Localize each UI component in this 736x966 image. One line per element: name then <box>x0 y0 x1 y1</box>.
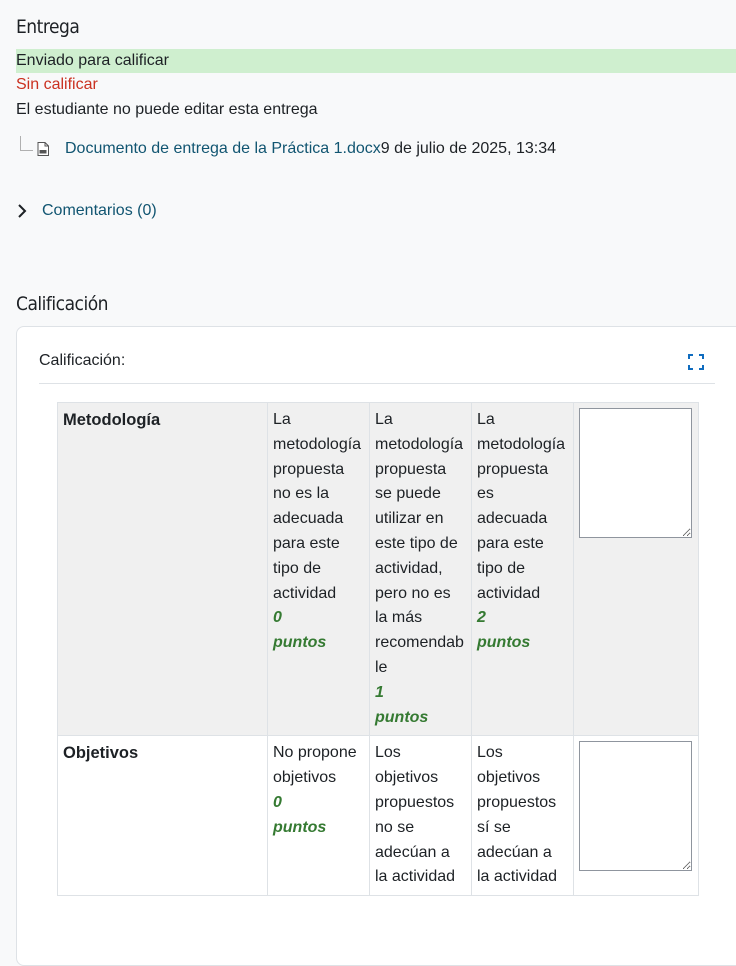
level-score: 0 <box>273 793 282 811</box>
rubric-level[interactable] <box>268 736 370 896</box>
criterion-name: Objetivos <box>58 736 268 896</box>
remark-cell <box>574 403 699 736</box>
level-description: No propone objetivos <box>273 744 357 787</box>
level-score: 1 <box>375 683 384 701</box>
tree-branch-icon <box>20 136 33 151</box>
rubric-criterion-row <box>58 403 699 736</box>
grading-status: Sin calificar <box>16 76 98 93</box>
rubric-level[interactable] <box>472 736 574 896</box>
grading-heading: Calificación <box>16 293 108 315</box>
level-unit: puntos <box>273 634 327 652</box>
comments-toggle[interactable] <box>16 202 157 220</box>
grading-card <box>16 326 736 966</box>
document-icon <box>37 142 49 156</box>
level-score: 2 <box>477 609 486 627</box>
level-description: La metodología propuesta no es la adecuada para este tipo de actividad <box>273 411 362 602</box>
submission-status: Enviado para calificar <box>16 49 736 73</box>
comments-link[interactable]: Comentarios (0) <box>42 202 157 219</box>
rubric-level[interactable] <box>472 403 574 736</box>
submitted-file-row <box>20 140 556 158</box>
rubric-level[interactable] <box>370 736 472 896</box>
criterion-remark-input[interactable] <box>579 408 692 538</box>
submission-file-link[interactable]: Documento de entrega de la Práctica 1.docx <box>65 140 381 157</box>
remark-cell <box>574 736 699 896</box>
level-unit: puntos <box>477 634 531 652</box>
rubric-level[interactable] <box>268 403 370 736</box>
level-score: 0 <box>273 609 282 627</box>
rubric-criterion-row <box>58 736 699 896</box>
grade-label: Calificación: <box>39 352 126 369</box>
level-description: Los objetivos propuestos sí se adecúan a la actividad <box>477 744 558 886</box>
edit-lock-status: El estudiante no puede editar esta entrega <box>16 101 318 118</box>
card-divider <box>39 383 715 384</box>
criterion-name: Metodología <box>58 403 268 736</box>
rubric-level[interactable] <box>370 403 472 736</box>
submission-file-date: 9 de julio de 2025, 13:34 <box>380 140 557 157</box>
level-description: La metodología propuesta es adecuada para este tipo de actividad <box>477 411 566 602</box>
submission-heading: Entrega <box>16 16 80 38</box>
fullscreen-icon[interactable] <box>688 354 704 370</box>
chevron-right-icon[interactable] <box>16 203 28 219</box>
level-description: Los objetivos propuestos no se adecúan a la actividad <box>375 744 456 886</box>
level-unit: puntos <box>273 818 327 836</box>
rubric-table <box>57 402 699 896</box>
level-description: La metodología propuesta se puede utilizar en este tipo de actividad, pero no es la más recomendable <box>375 411 464 676</box>
criterion-remark-input[interactable] <box>579 741 692 871</box>
level-unit: puntos <box>375 708 429 726</box>
